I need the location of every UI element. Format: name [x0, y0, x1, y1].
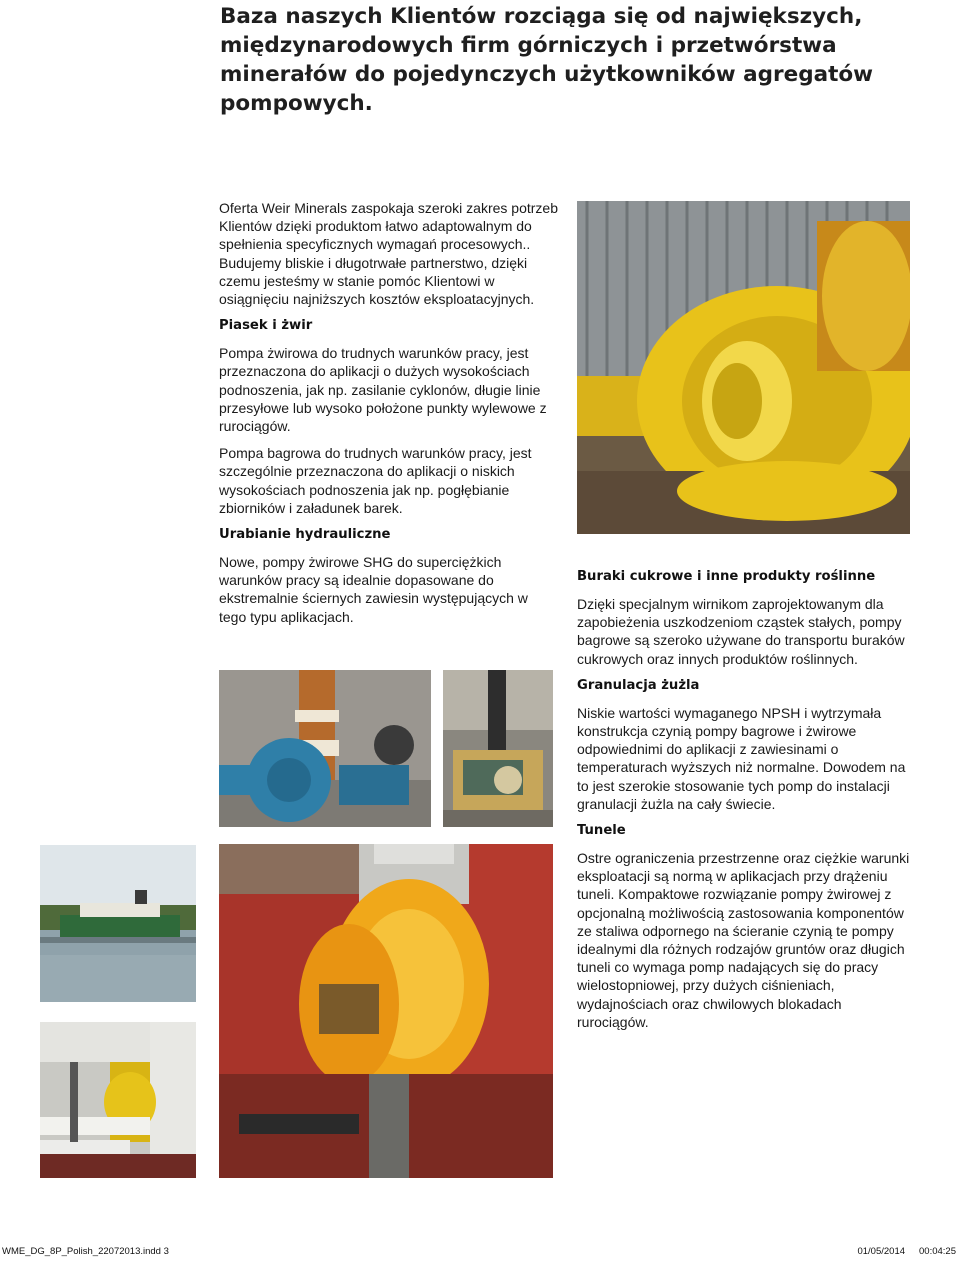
- paragraph-tunnels: Ostre ograniczenia przestrzenne oraz ciężkie warunki eksploatacji są normą w aplikacjach przy drążeniu tuneli. Kompaktowe rozwiązanie pompy żwirowej z opcjonalną możliwością zastosowania komponentów ze staliwa odpornego na ścieranie czynią te pompy idealnymi dla różnych rodzajów gruntów oraz długich tuneli co wymaga pomp nadających się do pracy wielostopniowej, przy dużych ciśnieniach, wydajnościach oraz chwilowych blokadach rurociągów.: [577, 850, 910, 1030]
- section-heading-hydraulic-mining: Urabianie hydrauliczne: [219, 527, 391, 543]
- paragraph-slag-granulation: Niskie wartości wymaganego NPSH i wytrzymała konstrukcja czynią pompy bagrowe i żwirowe odpowiednimi do aplikacji z zawiesinami o temperaturach wyższych niż normalne. Dowodem na to jest szerokie stosowanie tych pomp do instalacji granulacji żużla na cały świecie.: [577, 704, 906, 812]
- paragraph-gravel-pump: Pompa żwirowa do trudnych warunków pracy, jest przeznaczona do aplikacji o dużych wysokościach podnoszenia, jak np. zasilanie cyklonów, długie linie przesyłowe lub wysoko położone punkty wylewowe z rurociągów.: [219, 345, 547, 435]
- section-heading-tunnels: Tunele: [577, 823, 626, 839]
- footer-time: 00:04:25: [919, 1246, 956, 1257]
- page-headline: Baza naszych Klientów rozciąga się od największych, międzynarodowych firm górniczych i przetwórstwa minerałów do pojedynczych użytkowników agregatów pompowych.: [220, 4, 874, 116]
- section-heading-sand-gravel: Piasek i żwir: [219, 318, 313, 334]
- footer-date: 01/05/2014: [857, 1246, 906, 1257]
- photo-ship-engine-room: [40, 1022, 196, 1178]
- photo-yellow-pump-large: [577, 201, 910, 534]
- paragraph-shg-pumps: Nowe, pompy żwirowe SHG do superciężkich warunków pracy są idealnie dopasowane do ekstremalnie ściernych zawiesin występujących w tego typu aplikacjach.: [219, 554, 528, 625]
- section-heading-slag-granulation: Granulacja żużla: [577, 677, 700, 693]
- right-text-column: [577, 568, 915, 1040]
- intro-paragraph: Oferta Weir Minerals zaspokaja szeroki zakres potrzeb Klientów dzięki produktom łatwo adaptowalnym do spełnienia specyficznych wymagań procesowych.. Budujemy bliskie i długotrwałe partnerstwo, dzięki czemu jesteśmy w stanie pomóc Klientowi w osiągnięciu najniższych kosztów eksploatacyjnych.: [219, 200, 558, 308]
- left-text-column: [219, 199, 559, 635]
- paragraph-dredge-pump: Pompa bagrowa do trudnych warunków pracy, jest szczególnie przeznaczona do aplikacji o niskich wysokościach podnoszenia jak np. pogłębianie zbiorników i załadunek barek.: [219, 445, 532, 516]
- section-heading-sugar-beet: Buraki cukrowe i inne produkty roślinne: [577, 569, 876, 584]
- photo-blue-pump: [219, 670, 431, 827]
- footer-timestamp: [843, 1246, 956, 1257]
- photo-pump-installation: [443, 670, 553, 827]
- footer-filename: WME_DG_8P_Polish_22072013.indd 3: [2, 1246, 169, 1257]
- paragraph-sugar-beet: Dzięki specjalnym wirnikom zaprojektowanym dla zapobieżenia uszkodzeniom cząstek stałych, pompy bagrowe są szeroko używane do transportu buraków cukrowych oraz innych produktów roślinnych.: [577, 596, 905, 667]
- photo-dredge-ship: [40, 845, 196, 1002]
- photo-orange-pump: [219, 844, 553, 1178]
